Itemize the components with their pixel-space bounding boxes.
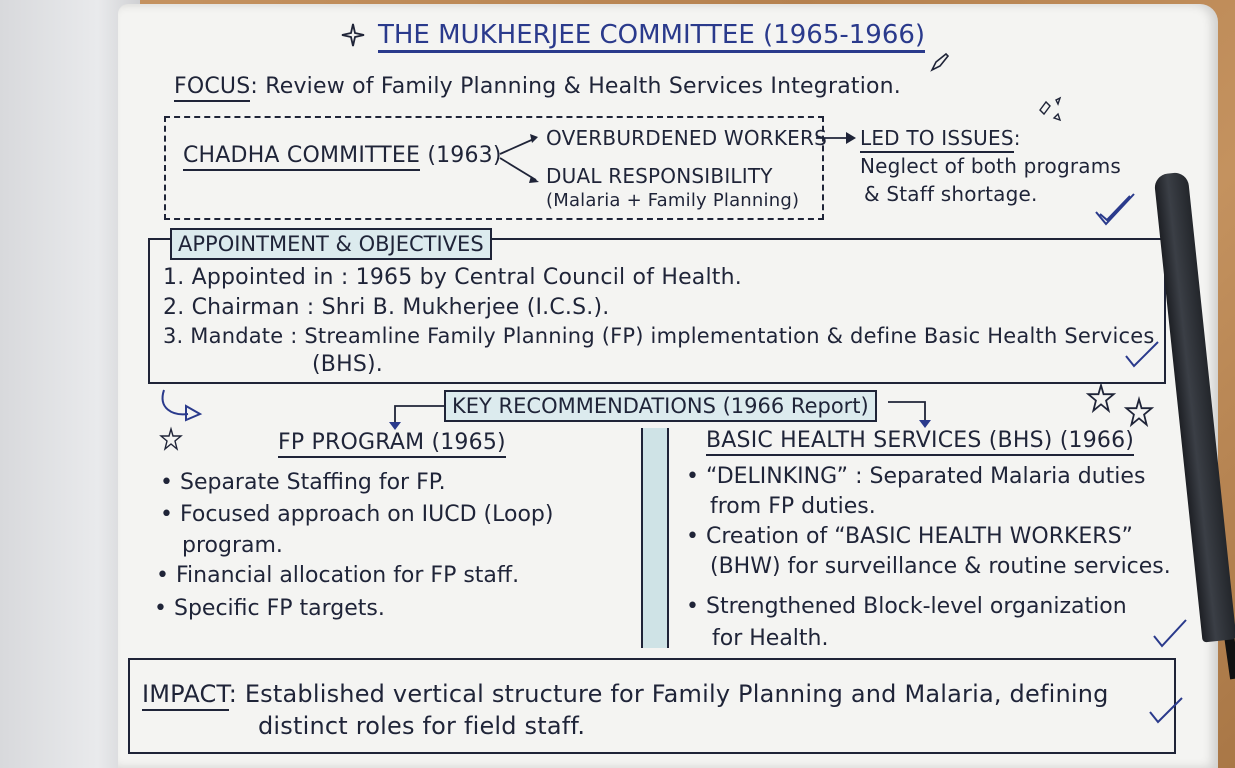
led-colon: : xyxy=(1013,126,1021,150)
sparkle-icon xyxy=(340,22,366,48)
impact-line-2: distinct roles for field staff. xyxy=(258,712,586,740)
impact-line-1 xyxy=(142,680,1109,708)
appointment-item-3: 3. Mandate : Streamline Family Planning (FP) implementation & define Basic Health Services xyxy=(163,324,1155,348)
appointment-item-1: 1. Appointed in : 1965 by Central Council of Health. xyxy=(163,265,742,290)
bhs-item-cont: (BHW) for surveillance & routine services. xyxy=(710,554,1171,579)
led-to-issues xyxy=(860,126,1021,150)
bhs-item: • Strengthened Block-level organization xyxy=(686,594,1127,619)
fp-item: • Focused approach on IUCD (Loop) xyxy=(160,502,554,527)
checkmark-icon xyxy=(1152,618,1188,648)
sparkle-cluster-icon xyxy=(1036,96,1070,128)
chadha-committee xyxy=(183,143,502,168)
arrow-right-icon xyxy=(816,128,858,148)
bhs-item: • “DELINKING” : Separated Malaria duties xyxy=(686,464,1146,489)
appointment-item-3-cont: (BHS). xyxy=(312,352,383,377)
checkmark-icon xyxy=(1094,192,1138,228)
focus-label: FOCUS xyxy=(174,74,250,102)
fp-item-cont: program. xyxy=(182,533,283,558)
focus-line xyxy=(174,74,901,99)
focus-text: : Review of Family Planning & Health Services Integration. xyxy=(250,74,902,99)
impact-text: : Established vertical structure for Family Planning and Malaria, defining xyxy=(228,680,1109,708)
chadha-year: (1963) xyxy=(427,143,502,168)
star-icon xyxy=(160,428,182,450)
fp-item: • Separate Staffing for FP. xyxy=(160,470,446,495)
appointment-item-2: 2. Chairman : Shri B. Mukherjee (I.C.S.). xyxy=(163,295,610,320)
led-label: LED TO ISSUES xyxy=(860,126,1014,153)
star-icon xyxy=(1086,384,1116,412)
curved-arrow-icon xyxy=(158,388,206,424)
page-title: THE MUKHERJEE COMMITTEE (1965-1966) xyxy=(378,20,925,53)
issue-dual: DUAL RESPONSIBILITY xyxy=(546,164,773,188)
bhs-item-cont: from FP duties. xyxy=(710,494,876,519)
issue-overburdened: OVERBURDENED WORKERS xyxy=(546,126,828,150)
checkmark-icon xyxy=(1148,696,1184,724)
fp-item: • Financial allocation for FP staff. xyxy=(156,563,520,588)
bhs-title: BASIC HEALTH SERVICES (BHS) (1966) xyxy=(706,428,1134,456)
fp-item: • Specific FP targets. xyxy=(154,596,385,621)
chadha-name: CHADHA COMMITTEE xyxy=(183,143,420,171)
bhs-item: • Creation of “BASIC HEALTH WORKERS” xyxy=(686,524,1133,549)
bhs-item-cont: for Health. xyxy=(712,626,829,651)
impact-label: IMPACT xyxy=(142,680,229,711)
appointment-heading: APPOINTMENT & OBJECTIVES xyxy=(170,228,492,260)
fp-program-title: FP PROGRAM (1965) xyxy=(278,430,506,458)
column-divider xyxy=(641,428,669,648)
led-line-1: Neglect of both programs xyxy=(860,154,1122,178)
checkmark-icon xyxy=(1124,340,1160,368)
star-icon xyxy=(1124,398,1154,426)
arrow-icon xyxy=(498,128,544,188)
led-line-2: & Staff shortage. xyxy=(864,182,1038,206)
pencil-doodle-icon xyxy=(928,50,952,74)
issue-dual-sub: (Malaria + Family Planning) xyxy=(546,190,800,211)
recommendations-heading: KEY RECOMMENDATIONS (1966 Report) xyxy=(444,390,877,422)
